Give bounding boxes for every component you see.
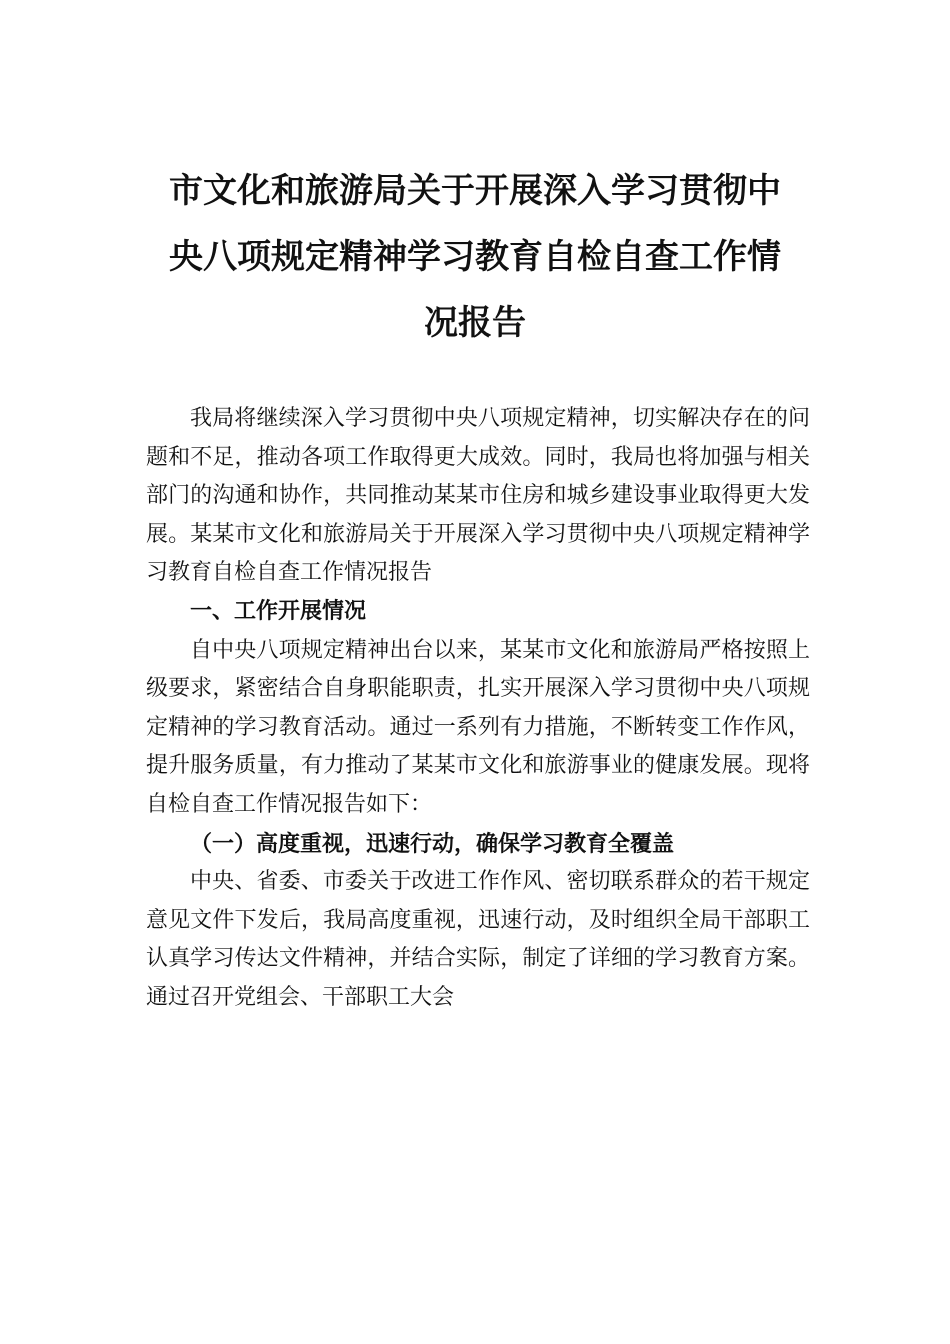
intro-paragraph: 我局将继续深入学习贯彻中央八项规定精神，切实解决存在的问题和不足，推动各项工作取得更大成效。同时，我局也将加强与相关部门的沟通和协作，共同推动某某市住房和城乡建设事业取得更大发展。某某市文化和旅游局关于开展深入学习贯彻中央八项规定精神学习教育自检自查工作情况报告 <box>146 406 810 586</box>
subsection-paragraph-1: 中央、省委、市委关于改进工作作风、密切联系群众的若干规定意见文件下发后，我局高度重视，迅速行动，及时组织全局干部职工认真学习传达文件精神，并结合实际，制定了详细的学习教育方案。通过召开党组会、干部职工大会 <box>146 869 810 1010</box>
title-line-3: 况报告 <box>424 303 526 343</box>
section-paragraph-work-status: 自中央八项规定精神出台以来，某某市文化和旅游局严格按照上级要求，紧密结合自身职能职责，扎实开展深入学习贯彻中央八项规定精神的学习教育活动。通过一系列有力措施，不断转变工作作风，提升服务质量，有力推动了某某市文化和旅游事业的健康发展。现将自检自查工作情况报告如下： <box>146 637 810 817</box>
subsection-heading-1: （一）高度重视，迅速行动，确保学习教育全覆盖 <box>190 830 675 857</box>
section-heading-work-status: 一、工作开展情况 <box>190 598 367 624</box>
document-title <box>140 158 810 356</box>
document-body <box>146 400 810 1018</box>
title-line-2: 央八项规定精神学习教育自检自查工作情 <box>169 237 781 277</box>
title-line-1: 市文化和旅游局关于开展深入学习贯彻中 <box>169 171 781 211</box>
